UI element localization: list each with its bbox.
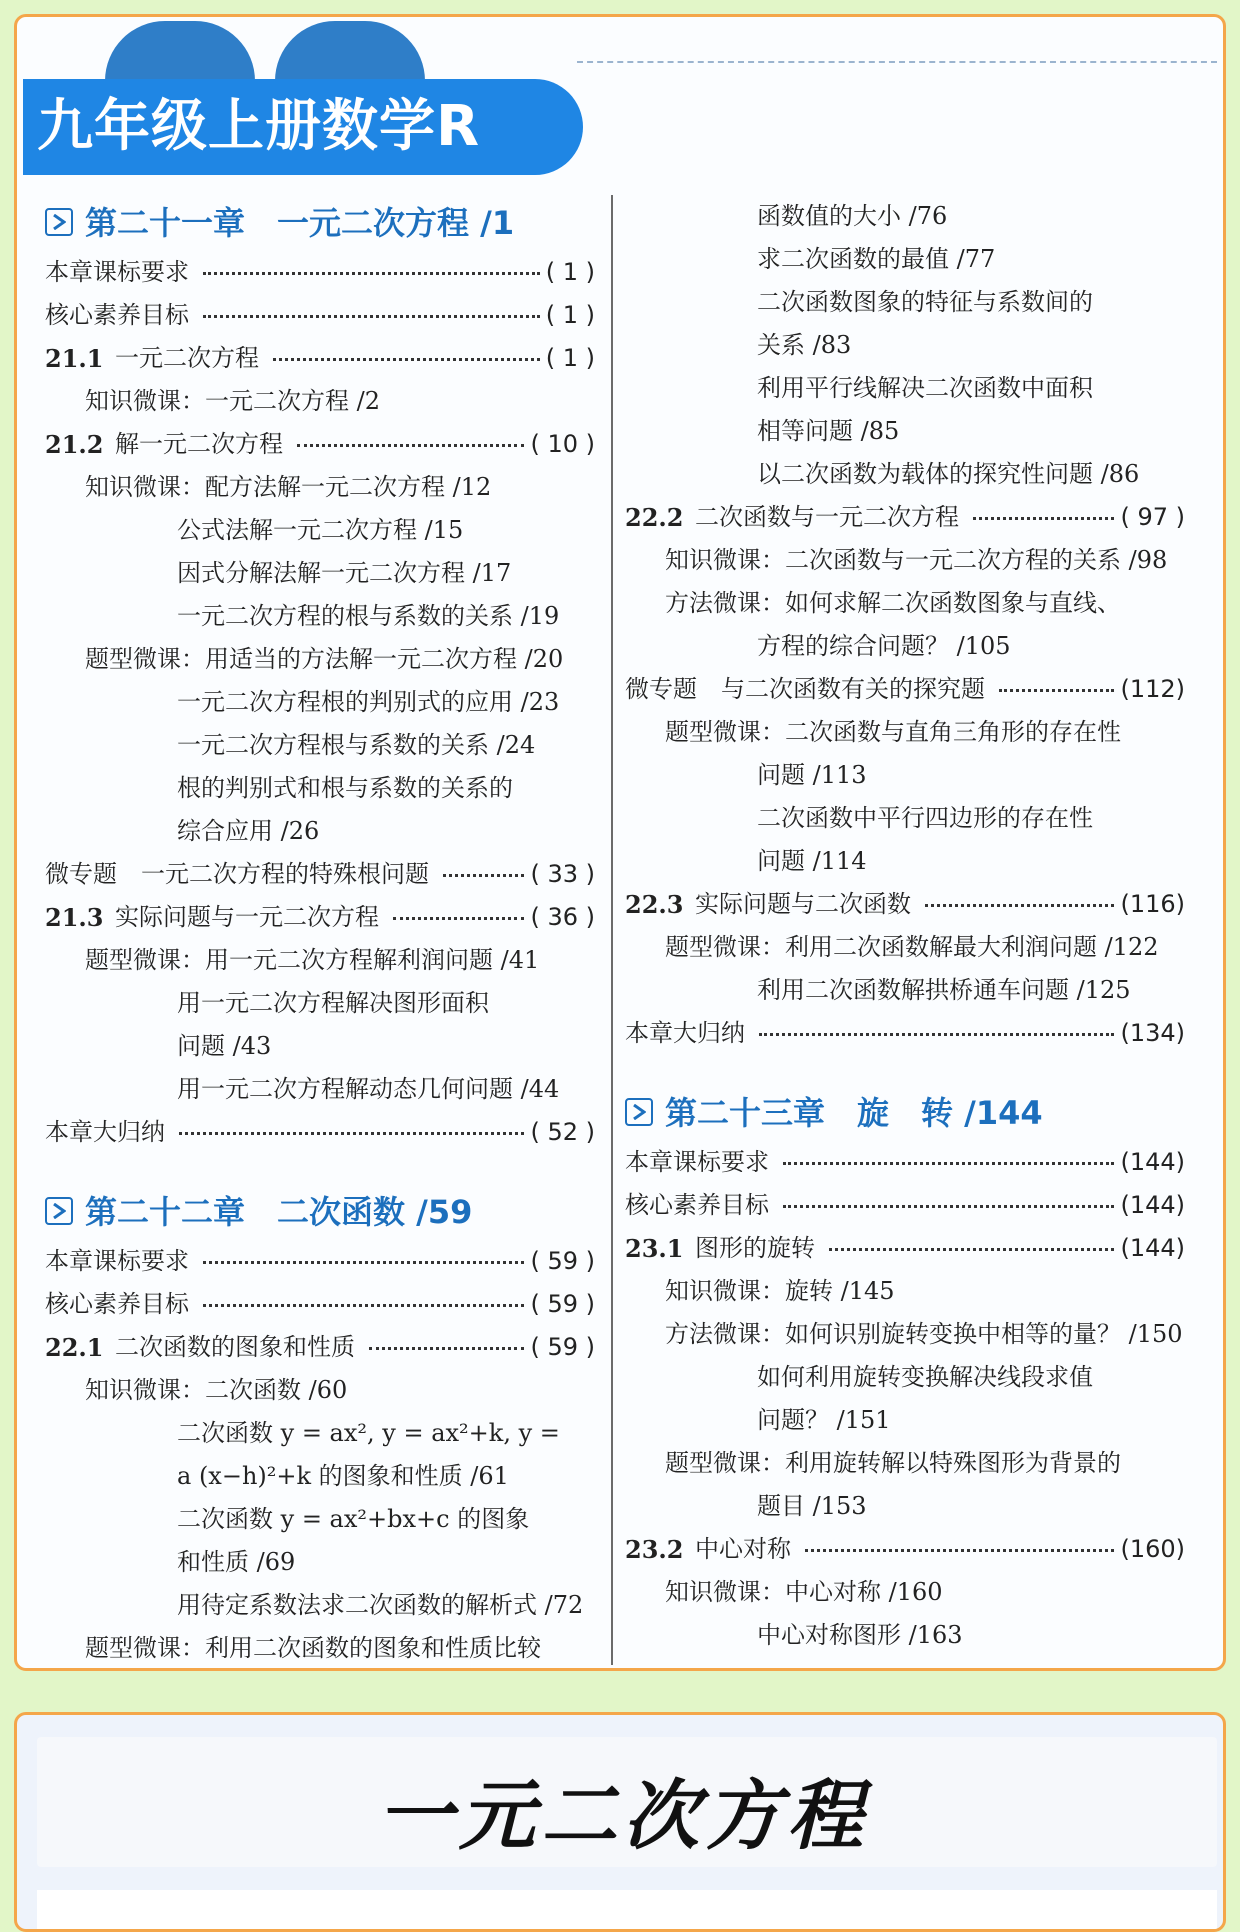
toc-item: 利用平行线解决二次函数中面积 <box>757 374 1093 402</box>
section-label: 本章大归纳 <box>45 1118 165 1146</box>
page-number: ( 59 ) <box>530 1247 595 1275</box>
toc-item: 知识微课：二次函数与一元二次方程的关系 /98 <box>665 546 1168 574</box>
section-label: 图形的旋转 <box>695 1234 815 1262</box>
toc-item: 二次函数中平行四边形的存在性 <box>757 804 1093 832</box>
section-number: 22.1 <box>45 1333 104 1362</box>
toc-line <box>45 380 595 423</box>
dot-leader <box>759 1033 1114 1036</box>
section-number: 21.2 <box>45 430 104 459</box>
toc-line <box>625 625 1185 668</box>
toc-line <box>45 1455 595 1498</box>
toc-line <box>625 1442 1185 1485</box>
special-topic-label: 微专题 与二次函数有关的探究题 <box>625 675 985 703</box>
toc-line <box>625 539 1185 582</box>
toc-line <box>625 367 1185 410</box>
dot-leader <box>829 1248 1114 1251</box>
chapter-preview-card <box>14 1712 1226 1932</box>
toc-line <box>625 668 1185 711</box>
toc-line <box>625 711 1185 754</box>
page-number: ( 59 ) <box>530 1333 595 1361</box>
toc-line <box>45 466 595 509</box>
toc-line <box>45 1541 595 1584</box>
toc-line <box>625 1141 1185 1184</box>
toc-line <box>625 754 1185 797</box>
special-topic-label: 微专题 一元二次方程的特殊根问题 <box>45 860 429 888</box>
toc-line <box>625 324 1185 367</box>
toc-line <box>45 1498 595 1541</box>
toc-line <box>45 509 595 552</box>
toc-line <box>45 939 595 982</box>
dot-leader <box>393 917 524 920</box>
section-label: 二次函数与一元二次方程 <box>695 503 959 531</box>
section-number: 23.2 <box>625 1535 684 1564</box>
toc-item: 用一元二次方程解动态几何问题 /44 <box>177 1075 560 1103</box>
toc-card <box>14 14 1226 1671</box>
page-number: ( 1 ) <box>545 344 595 372</box>
toc-item: 因式分解法解一元二次方程 /17 <box>177 559 512 587</box>
dot-leader <box>369 1347 524 1350</box>
play-arrow-icon <box>45 208 73 236</box>
toc-line <box>625 1614 1185 1657</box>
page-number: ( 33 ) <box>530 860 595 888</box>
toc-line <box>45 1369 595 1412</box>
chapter-title-text: 第二十三章 旋 转 /144 <box>665 1094 1043 1132</box>
toc-item: 二次函数图象的特征与系数间的 <box>757 288 1093 316</box>
toc-item: 题型微课：利用二次函数解最大利润问题 /122 <box>665 933 1159 961</box>
toc-line <box>625 1571 1185 1614</box>
toc-line <box>625 969 1185 1012</box>
toc-line <box>45 251 595 294</box>
dashed-rule <box>577 61 1217 63</box>
toc-item: 题目 /153 <box>757 1492 867 1520</box>
toc-item: 方法微课：如何求解二次函数图象与直线、 <box>665 589 1121 617</box>
chapter-title: 一元二次方程 <box>377 1771 869 1860</box>
section-label: 本章大归纳 <box>625 1019 745 1047</box>
toc-item: 二次函数 y = ax²+bx+c 的图象 <box>177 1505 530 1533</box>
toc-item: 问题 /113 <box>757 761 867 789</box>
toc-line <box>45 1412 595 1455</box>
toc-line <box>45 595 595 638</box>
dot-leader <box>805 1549 1114 1552</box>
section-label: 中心对称 <box>695 1535 791 1563</box>
section-number: 23.1 <box>625 1234 684 1263</box>
page-number: ( 10 ) <box>530 430 595 458</box>
dot-leader <box>783 1205 1114 1208</box>
toc-item: 综合应用 /26 <box>177 817 320 845</box>
toc-item: 问题？ /151 <box>757 1406 891 1434</box>
toc-line <box>45 1025 595 1068</box>
toc-item: 知识微课：一元二次方程 /2 <box>85 387 380 415</box>
toc-line <box>625 238 1185 281</box>
page-title: 九年级上册数学R <box>23 79 583 175</box>
dot-leader <box>203 315 540 318</box>
toc-item: 关系 /83 <box>757 331 852 359</box>
toc-line <box>45 724 595 767</box>
toc-item: 题型微课：利用二次函数的图象和性质比较 <box>85 1634 541 1662</box>
section-label: 一元二次方程 <box>115 344 259 372</box>
column-divider <box>611 195 613 1665</box>
toc-item: 如何利用旋转变换解决线段求值 <box>757 1363 1093 1391</box>
toc-item: 问题 /43 <box>177 1032 272 1060</box>
chapter-heading <box>45 195 595 251</box>
dot-leader <box>925 904 1114 907</box>
toc-line <box>45 853 595 896</box>
toc-line <box>625 195 1185 238</box>
toc-line <box>45 1068 595 1111</box>
chapter-heading <box>625 1085 1185 1141</box>
page-number: ( 1 ) <box>545 258 595 286</box>
toc-line <box>625 1227 1185 1270</box>
toc-line <box>45 1584 595 1627</box>
section-number: 21.1 <box>45 344 104 373</box>
toc-line <box>625 1313 1185 1356</box>
toc-line <box>625 1270 1185 1313</box>
section-label: 实际问题与一元二次方程 <box>115 903 379 931</box>
toc-item: 知识微课：中心对称 /160 <box>665 1578 943 1606</box>
chapter-title-text: 第二十一章 一元二次方程 /1 <box>85 204 515 242</box>
toc-line <box>625 496 1185 539</box>
section-label: 核心素养目标 <box>45 1290 189 1318</box>
play-arrow-icon <box>45 1197 73 1225</box>
toc-line <box>45 337 595 380</box>
page-number: (144) <box>1120 1234 1185 1262</box>
toc-line <box>45 767 595 810</box>
toc-item: 题型微课：二次函数与直角三角形的存在性 <box>665 718 1121 746</box>
toc-line <box>625 281 1185 324</box>
page-number: ( 97 ) <box>1120 503 1185 531</box>
toc-item: 函数值的大小 /76 <box>757 202 948 230</box>
dot-leader <box>273 358 540 361</box>
toc-line <box>625 840 1185 883</box>
dot-leader <box>297 444 524 447</box>
toc-item: 根的判别式和根与系数的关系的 <box>177 774 513 802</box>
dot-leader <box>443 874 524 877</box>
toc-item: 公式法解一元二次方程 /15 <box>177 516 464 544</box>
page-number: (134) <box>1120 1019 1185 1047</box>
section-label: 本章课标要求 <box>45 258 189 286</box>
dot-leader <box>203 1304 524 1307</box>
toc-line <box>45 1240 595 1283</box>
page-number: ( 52 ) <box>530 1118 595 1146</box>
section-label: 二次函数的图象和性质 <box>115 1333 355 1361</box>
toc-line <box>625 1356 1185 1399</box>
toc-item: 用一元二次方程解决图形面积 <box>177 989 489 1017</box>
toc-line <box>45 1283 595 1326</box>
toc-item: 相等问题 /85 <box>757 417 900 445</box>
toc-item: 方法微课：如何识别旋转变换中相等的量？ /150 <box>665 1320 1183 1348</box>
toc-line <box>625 1399 1185 1442</box>
toc-line <box>625 1485 1185 1528</box>
section-number: 21.3 <box>45 903 104 932</box>
toc-line <box>45 681 595 724</box>
dot-leader <box>783 1162 1114 1165</box>
section-label: 本章课标要求 <box>625 1148 769 1176</box>
toc-line <box>625 582 1185 625</box>
toc-item: 二次函数 y = ax², y = ax²+k, y = <box>177 1419 560 1447</box>
toc-line <box>45 1627 595 1670</box>
section-label: 实际问题与二次函数 <box>695 890 911 918</box>
page-number: (160) <box>1120 1535 1185 1563</box>
decorative-badge <box>105 21 425 81</box>
toc-item: 题型微课：利用旋转解以特殊图形为背景的 <box>665 1449 1121 1477</box>
toc-line <box>45 982 595 1025</box>
page-number: (116) <box>1120 890 1185 918</box>
toc-line <box>625 883 1185 926</box>
toc-line <box>45 896 595 939</box>
toc-line <box>45 552 595 595</box>
dot-leader <box>203 272 540 275</box>
toc-line <box>45 638 595 681</box>
page-number: (144) <box>1120 1148 1185 1176</box>
toc-item: 用待定系数法求二次函数的解析式 /72 <box>177 1591 584 1619</box>
toc-line <box>625 1012 1185 1055</box>
toc-line <box>45 294 595 337</box>
page-number: ( 1 ) <box>545 301 595 329</box>
toc-line <box>45 1111 595 1154</box>
toc-item: 一元二次方程的根与系数的关系 /19 <box>177 602 560 630</box>
toc-item: 方程的综合问题？ /105 <box>757 632 1011 660</box>
toc-item: 问题 /114 <box>757 847 867 875</box>
dot-leader <box>179 1132 524 1135</box>
section-label: 核心素养目标 <box>625 1191 769 1219</box>
toc-item: 题型微课：用适当的方法解一元二次方程 /20 <box>85 645 564 673</box>
section-number: 22.2 <box>625 503 684 532</box>
section-label: 本章课标要求 <box>45 1247 189 1275</box>
toc-left-column <box>45 195 595 1670</box>
section-label: 核心素养目标 <box>45 301 189 329</box>
toc-line <box>625 926 1185 969</box>
toc-item: 求二次函数的最值 /77 <box>757 245 996 273</box>
chapter-heading <box>45 1184 595 1240</box>
play-arrow-icon <box>625 1098 653 1126</box>
toc-item: 一元二次方程根的判别式的应用 /23 <box>177 688 560 716</box>
toc-item: a (x−h)²+k 的图象和性质 /61 <box>177 1462 509 1490</box>
dot-leader <box>999 689 1114 692</box>
dot-leader <box>973 517 1114 520</box>
toc-item: 利用二次函数解拱桥通车问题 /125 <box>757 976 1131 1004</box>
section-number: 22.3 <box>625 890 684 919</box>
toc-item: 题型微课：用一元二次方程解利润问题 /41 <box>85 946 540 974</box>
page-number: ( 59 ) <box>530 1290 595 1318</box>
toc-item: 中心对称图形 /163 <box>757 1621 963 1649</box>
toc-line <box>625 1528 1185 1571</box>
toc-line <box>45 423 595 466</box>
section-label: 解一元二次方程 <box>115 430 283 458</box>
page-number: ( 36 ) <box>530 903 595 931</box>
page-number: (112) <box>1120 675 1185 703</box>
toc-line <box>625 453 1185 496</box>
toc-item: 知识微课：旋转 /145 <box>665 1277 895 1305</box>
toc-right-column <box>625 195 1185 1657</box>
toc-item: 和性质 /69 <box>177 1548 296 1576</box>
toc-line <box>625 1184 1185 1227</box>
toc-item: 一元二次方程根与系数的关系 /24 <box>177 731 536 759</box>
page-number: (144) <box>1120 1191 1185 1219</box>
toc-line <box>45 1326 595 1369</box>
toc-item: 知识微课：二次函数 /60 <box>85 1376 348 1404</box>
toc-line <box>625 797 1185 840</box>
toc-item: 以二次函数为载体的探究性问题 /86 <box>757 460 1140 488</box>
toc-line <box>45 810 595 853</box>
chapter-title-text: 第二十二章 二次函数 /59 <box>85 1193 473 1231</box>
dot-leader <box>203 1261 524 1264</box>
toc-line <box>625 410 1185 453</box>
toc-item: 知识微课：配方法解一元二次方程 /12 <box>85 473 492 501</box>
